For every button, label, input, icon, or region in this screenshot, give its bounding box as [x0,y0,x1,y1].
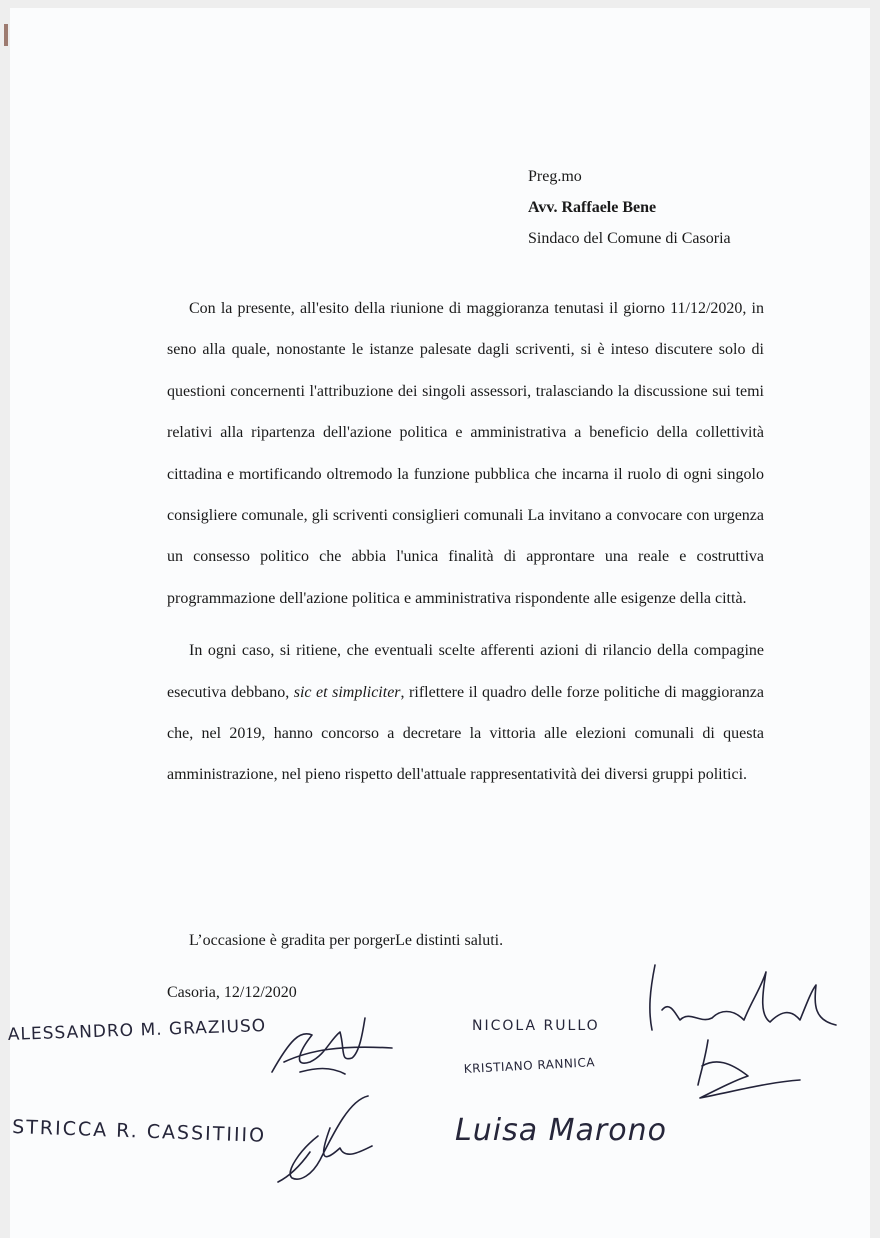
latin-phrase: sic et simpliciter [293,683,401,701]
signature-name-1: ALESSANDRO M. GRAZIUSO [7,1015,267,1045]
addressee-name: Avv. Raffaele Bene [528,199,657,216]
addressee-block [528,166,731,259]
place-date: Casoria, 12/12/2020 [167,984,297,1001]
paragraph-2-end: , riflettere il quadro delle forze politiche di maggioranza che, nel 2019, hanno concorso a decretare la vittoria alle elezioni comunali di questa amministrazione, nel pieno rispetto dell'attuale rappresentatività dei diversi gruppi politici. [167,683,764,784]
salutation: Preg.mo [528,168,582,185]
paragraph-1: Con la presente, all'esito della riunione di maggioranza tenutasi il giorno 11/12/2020, in seno alla quale, nonostante le istanze palesate dagli scriventi, si è inteso discutere solo di questioni concernenti l'attribuzione dei singoli assessori, tralasciando la discussione sui temi relativi alla ripartenza dell'azione politica e amministrativa a beneficio della collettività cittadina e mortificando oltremodo la funzione pubblica che incarna il ruolo di ogni singolo consigliere comunale, gli scriventi consiglieri comunali La invitano a convocare con urgenza un consesso politico che abbia l'unica finalità di approntare una reale e costruttiva programmazione dell'azione politica e amministrativa rispondente alle esigenze della città. [167,300,764,607]
letter-body [167,288,764,796]
signature-name-3: NICOLA RULLO [472,1018,600,1034]
signature-name-4: KRISTIANO RANNICA [463,1055,596,1076]
addressee-role: Sindaco del Comune di Casoria [528,230,731,247]
signature-name-5: Luisa Marono [455,1113,667,1148]
staple-mark [4,24,8,46]
paragraph-2 [167,630,764,796]
paragraph-2-start: In ogni caso, si ritiene, che eventuali scelte afferenti azioni di rilancio della compagine esecutiva debbano, [167,642,764,701]
closing-line: L’occasione è gradita per porgerLe distinti saluti. [189,932,504,949]
signature-name-2: STRICCA R. CASSITIIIO [11,1116,267,1147]
